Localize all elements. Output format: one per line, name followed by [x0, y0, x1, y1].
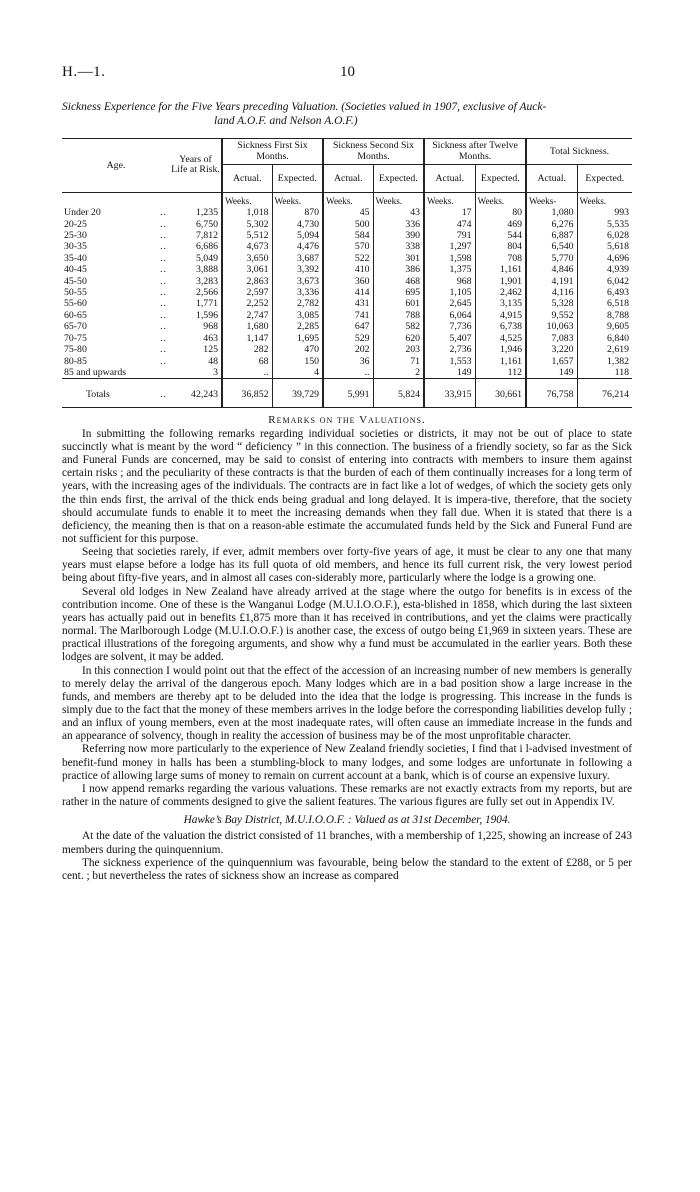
second-six-actual-cell: 360 [323, 276, 373, 287]
subheader-expected: Expected. [577, 164, 632, 192]
after-twelve-expected-cell: 4,915 [475, 310, 526, 321]
second-six-actual-cell: 570 [323, 241, 373, 252]
second-six-expected-cell: 601 [373, 298, 424, 309]
caption-line-2: land A.O.F. and Nelson A.O.F.) [214, 115, 358, 127]
second-six-expected-cell: 43 [373, 207, 424, 218]
header-age: Age. [62, 139, 170, 193]
second-six-expected-cell: 390 [373, 230, 424, 241]
first-six-expected-cell: 2,782 [272, 298, 323, 309]
second-six-actual-cell: 522 [323, 253, 373, 264]
total-actual-cell: 9,552 [526, 310, 577, 321]
age-cell [62, 344, 170, 355]
second-six-expected-cell: 620 [373, 333, 424, 344]
total-actual-cell: 6,276 [526, 219, 577, 230]
total-actual-cell: 4,191 [526, 276, 577, 287]
total-actual-cell: 6,540 [526, 241, 577, 252]
total-expected-cell: 6,028 [577, 230, 632, 241]
second-six-actual-cell: 45 [323, 207, 373, 218]
table-caption [62, 100, 632, 128]
age-cell [62, 367, 170, 379]
total-expected-cell: 1,382 [577, 356, 632, 367]
age-cell [62, 230, 170, 241]
table-row [62, 344, 632, 355]
total-expected-cell: 8,788 [577, 310, 632, 321]
years-at-risk-cell: 1,596 [195, 309, 218, 321]
first-six-actual-cell: 3,061 [222, 264, 272, 275]
unit-label: Weeks. [323, 192, 373, 207]
document-reference: H.—1. [62, 64, 106, 80]
second-six-expected-cell: 336 [373, 219, 424, 230]
age-label: 40-45 [64, 264, 87, 276]
first-six-expected-cell: 150 [272, 356, 323, 367]
age-label: 50-55 [64, 287, 87, 299]
after-twelve-actual-cell: 7,736 [424, 321, 475, 332]
age-cell [62, 253, 170, 264]
age-label: 70-75 [64, 332, 87, 344]
unit-label: Weeks. [475, 192, 526, 207]
leader-dots: .. [160, 355, 167, 367]
district-paragraph: At the date of the valuation the district consisted of 11 branches, with a membership of 1,225, showing an increase of 243 members during the quinquennium. [62, 830, 632, 856]
table-row [62, 241, 632, 252]
page-number: 10 [340, 64, 355, 80]
unit-label: Weeks. [577, 192, 632, 207]
totals-years-cell: 42,243 [170, 379, 222, 407]
total-actual-cell: 5,770 [526, 253, 577, 264]
after-twelve-actual-cell: 2,645 [424, 298, 475, 309]
second-six-actual-cell: 36 [323, 356, 373, 367]
total-expected-cell: 993 [577, 207, 632, 218]
first-six-expected-cell: 3,085 [272, 310, 323, 321]
after-twelve-expected-cell: 112 [475, 367, 526, 379]
total-actual-cell: 1,657 [526, 356, 577, 367]
years-at-risk-cell: 6,686 [195, 241, 218, 253]
first-six-actual-cell: 3,650 [222, 253, 272, 264]
leader-dots: .. [160, 344, 167, 356]
age-label: 30-35 [64, 241, 87, 253]
remarks-paragraph: Referring now more particularly to the experience of New Zealand friendly societies, I find that i l-advised investment of benefit-fund money in halls has been a stumbling-block to many lodges, and some lodges are unfortunate in following a practice of allowing large sums of money to remain on current account at a bank, which is of course an expensive luxury. [62, 743, 632, 782]
remarks-title: Remarks on the Valuations. [268, 413, 426, 426]
totals-total-expected-cell: 76,214 [577, 379, 632, 407]
years-at-risk-cell: 48 [208, 355, 218, 367]
after-twelve-actual-cell: 1,553 [424, 356, 475, 367]
first-six-expected-cell: 870 [272, 207, 323, 218]
subheader-expected: Expected. [272, 164, 323, 192]
after-twelve-expected-cell: 1,946 [475, 344, 526, 355]
page-header [62, 64, 632, 94]
second-six-expected-cell: 301 [373, 253, 424, 264]
table-row [62, 207, 632, 218]
years-at-risk-cell: 3,283 [195, 275, 218, 287]
age-label: 60-65 [64, 309, 87, 321]
first-six-expected-cell: 4,476 [272, 241, 323, 252]
after-twelve-expected-cell: 1,161 [475, 264, 526, 275]
age-label: 45-50 [64, 275, 87, 287]
first-six-actual-cell: 5,512 [222, 230, 272, 241]
second-six-actual-cell: 529 [323, 333, 373, 344]
after-twelve-expected-cell: 80 [475, 207, 526, 218]
age-label: 55-60 [64, 298, 87, 310]
age-cell [62, 264, 170, 275]
unit-label: Weeks. [424, 192, 475, 207]
second-six-actual-cell: 584 [323, 230, 373, 241]
totals-total-actual-cell: 76,758 [526, 379, 577, 407]
totals-label-cell [62, 379, 170, 407]
years-at-risk-cell: 2,566 [195, 287, 218, 299]
leader-dots: .. [160, 287, 167, 299]
second-six-actual-cell: 500 [323, 219, 373, 230]
first-six-actual-cell: 282 [222, 344, 272, 355]
total-actual-cell: 7,083 [526, 333, 577, 344]
total-expected-cell: 4,939 [577, 264, 632, 275]
after-twelve-expected-cell: 3,135 [475, 298, 526, 309]
table-row [62, 310, 632, 321]
age-label: 80-85 [64, 355, 87, 367]
years-at-risk-cell: 1,235 [195, 207, 218, 219]
leader-dots: .. [160, 389, 167, 401]
years-at-risk-cell: 1,771 [195, 298, 218, 310]
years-at-risk-cell: 5,049 [195, 252, 218, 264]
remarks-paragraph: Seeing that societies rarely, if ever, admit members over forty-five years of age, it must be clear to any one that many years must elapse before a lodge has its full quota of old members, and hence its full current risk, the very lowest period being about fifty-five years, and in almost all cases con-siderably more, particularly where the lodge is a growing one. [62, 546, 632, 585]
age-cell [62, 321, 170, 332]
table-row [62, 287, 632, 298]
leader-dots: .. [160, 321, 167, 333]
second-six-expected-cell: 386 [373, 264, 424, 275]
years-at-risk-cell: 968 [203, 321, 218, 333]
unit-label: Weeks. [373, 192, 424, 207]
district-paragraph: The sickness experience of the quinquennium was favourable, being below the standard to the extent of £288, or 5 per cent. ; but nevertheless the rates of sickness show an increase as compared [62, 856, 632, 882]
remarks-paragraph: In this connection I would point out that the effect of the accession of an increasing number of new members is generally to merely delay the arrival of the dangerous epoch. Many lodges which are in a bad position show a large increase in the funds, and members are thereby apt to be deluded into the idea that the lodge is progressing. This increase in the funds is simply due to the fact that the money of these members arrives in the lodge before the corresponding liabilities develop fully ; and an influx of young members, even at the most inadequate rates, will often cause an immediate increase in the funds and an appearance of solvency, though in reality the accession of business may be of the most unprofitable character. [62, 664, 632, 743]
total-expected-cell: 6,042 [577, 276, 632, 287]
after-twelve-actual-cell: 1,598 [424, 253, 475, 264]
total-actual-cell: 4,116 [526, 287, 577, 298]
first-six-actual-cell: 2,863 [222, 276, 272, 287]
header-years-at-risk: Years of Life at Risk. [170, 139, 222, 193]
age-label: Under 20 [64, 207, 101, 219]
after-twelve-actual-cell: 474 [424, 219, 475, 230]
age-label: 20-25 [64, 218, 87, 230]
district-subheading: Hawke’s Bay District, M.U.I.O.O.F. : Valued as at 31st December, 1904. [183, 814, 511, 827]
second-six-expected-cell: 582 [373, 321, 424, 332]
leader-dots: .. [160, 298, 167, 310]
age-cell [62, 333, 170, 344]
totals-after-twelve-actual-cell: 33,915 [424, 379, 475, 407]
years-at-risk-cell: 3 [213, 366, 218, 378]
header-second-six-months: Sickness Second Six Months. [323, 139, 424, 165]
table-row [62, 321, 632, 332]
first-six-expected-cell: 3,673 [272, 276, 323, 287]
age-cell [62, 207, 170, 218]
after-twelve-actual-cell: 149 [424, 367, 475, 379]
table-row [62, 264, 632, 275]
subheader-actual: Actual. [323, 164, 373, 192]
first-six-expected-cell: 2,285 [272, 321, 323, 332]
age-cell [62, 298, 170, 309]
first-six-actual-cell: 2,747 [222, 310, 272, 321]
leader-dots: .. [160, 207, 167, 219]
table-row [62, 356, 632, 367]
subheader-expected: Expected. [373, 164, 424, 192]
totals-row [62, 379, 632, 407]
second-six-expected-cell: 788 [373, 310, 424, 321]
caption-line-1: Sickness Experience for the Five Years preceding Valuation. (Societies valued in 1907, exclusive of Auck- [62, 101, 547, 113]
after-twelve-expected-cell: 1,161 [475, 356, 526, 367]
first-six-expected-cell: 3,687 [272, 253, 323, 264]
units-row [62, 192, 632, 207]
total-actual-cell: 3,220 [526, 344, 577, 355]
unit-label: Weeks. [222, 192, 272, 207]
first-six-expected-cell: 1,695 [272, 333, 323, 344]
second-six-actual-cell: 431 [323, 298, 373, 309]
after-twelve-actual-cell: 1,375 [424, 264, 475, 275]
total-actual-cell: 1,080 [526, 207, 577, 218]
remarks-paragraph: In submitting the following remarks regarding individual societies or districts, it may not be out of place to state succinctly what is meant by the word “ deficiency ” in this connection. The business of a friendly society, so far as the Sick and Funeral Funds are concerned, may be said to consist of entering into contracts with members to insure them against certain risks ; and the peculiarity of these contracts is that the burden of each of them continually increases for a long term of years, with the increasing ages of the individuals. The contracts are in fact like a lot of wedges, of which the society gets only the thin ends first, the arrival of the thick ends being gradual and long delayed. It is impera-tive, therefore, that the society should accumulate funds to enable it to meet the increasing demands when they fall due. When it is stated that there is a deficiency, the meaning then is that on a reason-able estimate the accumulated funds held by the Sick and Funeral Fund are not sufficient for this purpose. [62, 427, 632, 545]
years-at-risk-cell: 125 [203, 344, 218, 356]
second-six-actual-cell: 647 [323, 321, 373, 332]
second-six-expected-cell: 71 [373, 356, 424, 367]
age-label: 25-30 [64, 230, 87, 242]
age-cell [62, 241, 170, 252]
first-six-expected-cell: 4,730 [272, 219, 323, 230]
after-twelve-actual-cell: 1,105 [424, 287, 475, 298]
total-actual-cell: 149 [526, 367, 577, 379]
subheader-actual: Actual. [526, 164, 577, 192]
leader-dots: .. [160, 309, 167, 321]
years-at-risk-cell: 463 [203, 332, 218, 344]
after-twelve-expected-cell: 1,901 [475, 276, 526, 287]
remarks-paragraph: I now append remarks regarding the various valuations. These remarks are not exactly extracts from my reports, but are rather in the nature of comments designed to give the salient features. The various figures are fully set out in Appendix IV. [62, 782, 632, 809]
table-row [62, 253, 632, 264]
years-at-risk-cell: 3,888 [195, 264, 218, 276]
age-label: 75-80 [64, 344, 87, 356]
first-six-actual-cell: 4,673 [222, 241, 272, 252]
total-actual-cell: 10,063 [526, 321, 577, 332]
total-expected-cell: 4,696 [577, 253, 632, 264]
age-label: 65-70 [64, 321, 87, 333]
age-cell [62, 219, 170, 230]
total-expected-cell: 6,840 [577, 333, 632, 344]
first-six-actual-cell: 1,680 [222, 321, 272, 332]
age-cell [62, 356, 170, 367]
after-twelve-expected-cell: 804 [475, 241, 526, 252]
second-six-actual-cell: .. [323, 367, 373, 379]
totals-after-twelve-expected-cell: 30,661 [475, 379, 526, 407]
second-six-actual-cell: 410 [323, 264, 373, 275]
table-row [62, 333, 632, 344]
second-six-expected-cell: 203 [373, 344, 424, 355]
second-six-expected-cell: 695 [373, 287, 424, 298]
first-six-actual-cell: .. [222, 367, 272, 379]
first-six-actual-cell: 2,597 [222, 287, 272, 298]
subheader-actual: Actual. [222, 164, 272, 192]
totals-second-six-actual-cell: 5,991 [323, 379, 373, 407]
table-row [62, 298, 632, 309]
totals-second-six-expected-cell: 5,824 [373, 379, 424, 407]
after-twelve-actual-cell: 5,407 [424, 333, 475, 344]
first-six-actual-cell: 68 [222, 356, 272, 367]
header-total-sickness: Total Sickness. [526, 139, 632, 165]
years-at-risk-cell: 6,750 [195, 218, 218, 230]
total-actual-cell: 4,846 [526, 264, 577, 275]
age-cell [62, 287, 170, 298]
age-label: 85 and upwards [64, 366, 127, 378]
leader-dots: .. [160, 264, 167, 276]
leader-dots: .. [160, 252, 167, 264]
total-actual-cell: 5,328 [526, 298, 577, 309]
after-twelve-actual-cell: 791 [424, 230, 475, 241]
totals-label: Totals [86, 389, 110, 401]
first-six-actual-cell: 5,302 [222, 219, 272, 230]
leader-dots: .. [160, 275, 167, 287]
second-six-actual-cell: 741 [323, 310, 373, 321]
after-twelve-expected-cell: 469 [475, 219, 526, 230]
subheader-actual: Actual. [424, 164, 475, 192]
document-page [62, 0, 632, 883]
header-first-six-months: Sickness First Six Months. [222, 139, 323, 165]
total-expected-cell: 5,618 [577, 241, 632, 252]
total-expected-cell: 118 [577, 367, 632, 379]
first-six-expected-cell: 3,336 [272, 287, 323, 298]
after-twelve-actual-cell: 2,736 [424, 344, 475, 355]
after-twelve-actual-cell: 6,064 [424, 310, 475, 321]
leader-dots: .. [160, 230, 167, 242]
age-cell [62, 310, 170, 321]
first-six-actual-cell: 1,018 [222, 207, 272, 218]
header-after-twelve-months: Sickness after Twelve Months. [424, 139, 526, 165]
sickness-experience-table [62, 138, 632, 408]
table-row [62, 367, 632, 379]
years-at-risk-cell: 7,812 [195, 230, 218, 242]
first-six-actual-cell: 2,252 [222, 298, 272, 309]
after-twelve-expected-cell: 708 [475, 253, 526, 264]
after-twelve-expected-cell: 544 [475, 230, 526, 241]
second-six-expected-cell: 2 [373, 367, 424, 379]
total-expected-cell: 6,518 [577, 298, 632, 309]
leader-dots: .. [160, 241, 167, 253]
after-twelve-actual-cell: 17 [424, 207, 475, 218]
table-row [62, 219, 632, 230]
remarks-body [62, 428, 632, 883]
first-six-expected-cell: 4 [272, 367, 323, 379]
unit-label: Weeks. [272, 192, 323, 207]
total-expected-cell: 9,605 [577, 321, 632, 332]
total-expected-cell: 2,619 [577, 344, 632, 355]
leader-dots: .. [160, 218, 167, 230]
after-twelve-expected-cell: 6,738 [475, 321, 526, 332]
total-actual-cell: 6,887 [526, 230, 577, 241]
after-twelve-actual-cell: 1,297 [424, 241, 475, 252]
total-expected-cell: 5,535 [577, 219, 632, 230]
totals-first-six-expected-cell: 39,729 [272, 379, 323, 407]
subheader-expected: Expected. [475, 164, 526, 192]
unit-label: Weeks- [526, 192, 577, 207]
second-six-expected-cell: 468 [373, 276, 424, 287]
after-twelve-expected-cell: 2,462 [475, 287, 526, 298]
leader-dots: .. [160, 332, 167, 344]
second-six-actual-cell: 414 [323, 287, 373, 298]
second-six-actual-cell: 202 [323, 344, 373, 355]
second-six-expected-cell: 338 [373, 241, 424, 252]
table-row [62, 230, 632, 241]
total-expected-cell: 6,493 [577, 287, 632, 298]
totals-first-six-actual-cell: 36,852 [222, 379, 272, 407]
first-six-expected-cell: 470 [272, 344, 323, 355]
after-twelve-actual-cell: 968 [424, 276, 475, 287]
after-twelve-expected-cell: 4,525 [475, 333, 526, 344]
remarks-paragraph: Several old lodges in New Zealand have already arrived at the stage where the outgo for benefits is in excess of the contribution income. One of these is the Wanganui Lodge (M.U.I.O.O.F.), esta-blished in 1858, which during the last sixteen years has actually paid out in benefits £1,875 more than it has received in contributions, and yet the claims were practically normal. The Marlborough Lodge (M.U.I.O.O.F.) is another case, the excess of outgo being £1,969 in sixteen years. These are practical illustrations of the foregoing arguments, and show why a fund must be accumulated in the earlier years. Both these lodges are solvent, it may be added. [62, 585, 632, 664]
table-row [62, 276, 632, 287]
age-label: 35-40 [64, 252, 87, 264]
first-six-expected-cell: 3,392 [272, 264, 323, 275]
first-six-actual-cell: 1,147 [222, 333, 272, 344]
first-six-expected-cell: 5,094 [272, 230, 323, 241]
age-cell [62, 276, 170, 287]
